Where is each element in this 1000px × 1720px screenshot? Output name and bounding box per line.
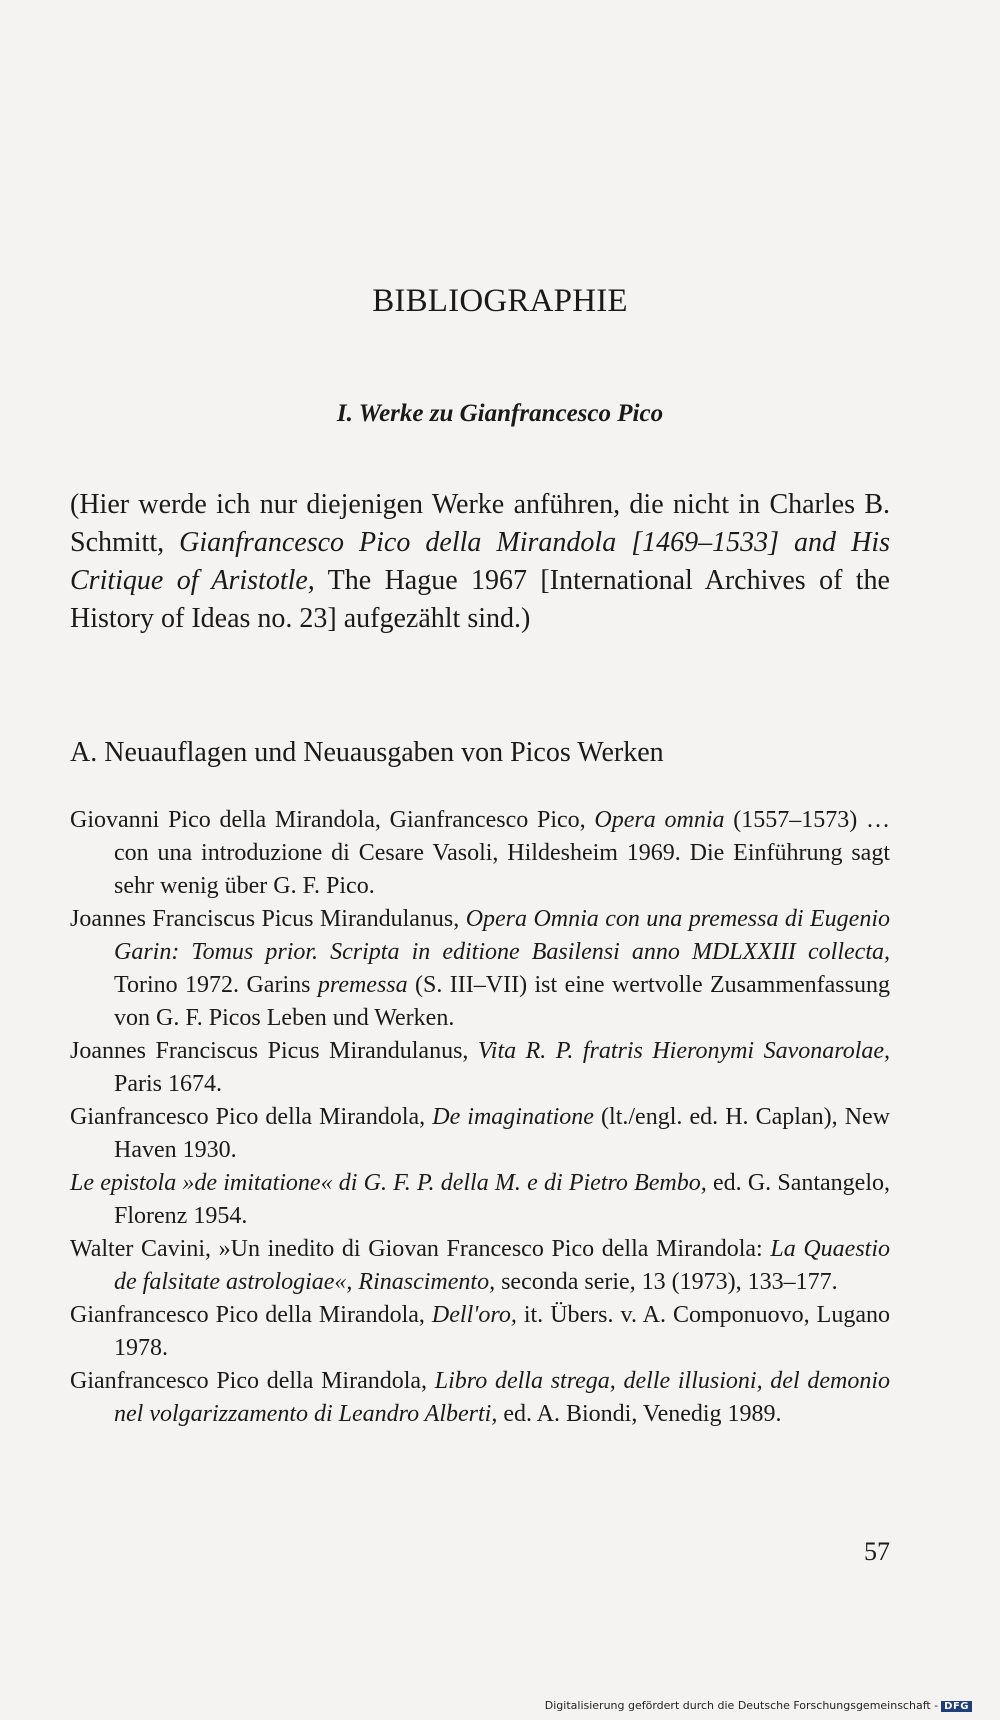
bibliography-entry xyxy=(70,804,890,903)
entry-text: Paris 1674. xyxy=(114,1071,222,1097)
entry-title: Dell'oro, xyxy=(431,1302,517,1328)
bibliography-entry xyxy=(70,1299,890,1365)
entry-text: Joannes Franciscus Picus Mirandulanus, xyxy=(70,1038,478,1064)
bibliography-entry xyxy=(70,1101,890,1167)
entry-text: Gianfrancesco Pico della Mirandola, xyxy=(70,1104,433,1130)
entry-title: La Quaestio de falsitate astrologiae«, Rinascimento, xyxy=(114,1236,890,1295)
entry-title: Opera omnia xyxy=(594,807,725,833)
section-subtitle: I. Werke zu Gianfrancesco Pico xyxy=(336,400,664,427)
bibliography-entry xyxy=(70,1365,890,1431)
entry-text: Joannes Franciscus Picus Mirandulanus, xyxy=(70,906,466,932)
entry-title: Libro della strega, delle illusioni, del demonio nel volgarizzamento di Leandro Alberti, xyxy=(114,1368,890,1427)
entry-text: (S. III–VII) ist eine wertvolle Zusammenfassung von G. F. Picos Leben und Werken. xyxy=(114,972,890,1031)
intro-italic-title: Gianfrancesco Pico della Mirandola [1469–1533] and His Critique of Aristotle, xyxy=(70,527,890,596)
dfg-logo-icon: DFG xyxy=(941,1701,972,1712)
entry-text: (1557–1573) … con una introduzione di Cesare Vasoli, Hildesheim 1969. Die Einführung sagt sehr wenig über G. F. Pico. xyxy=(114,807,891,899)
entry-text: seconda serie, 13 (1973), 133–177. xyxy=(495,1269,838,1295)
bibliography-entry xyxy=(70,903,890,1035)
bibliography-list xyxy=(70,804,890,1431)
entry-text: Gianfrancesco Pico della Mirandola, xyxy=(70,1368,435,1394)
entry-text: it. Übers. v. A. Componuovo, Lugano 1978. xyxy=(114,1302,890,1361)
entry-text: Walter Cavini, »Un inedito di Giovan Francesco Pico della Mirandola: xyxy=(70,1236,771,1262)
entry-title: premessa xyxy=(317,972,408,998)
page-number: 57 xyxy=(864,1537,890,1566)
bibliography-entry xyxy=(70,1167,890,1233)
entry-text: Torino 1972. Garins xyxy=(114,972,318,998)
entry-title: Opera Omnia con una premessa di Eugenio Garin: Tomus prior. Scripta in editione Basilensi anno MDLXXIII collecta, xyxy=(114,906,890,965)
entry-text: ed. G. Santangelo, Florenz 1954. xyxy=(114,1170,890,1229)
entry-text: ed. A. Biondi, Venedig 1989. xyxy=(497,1401,782,1427)
entry-title: Vita R. P. fratris Hieronymi Savonarolae, xyxy=(477,1038,891,1064)
intro-text-1: (Hier werde ich nur diejenigen Werke anführen, die nicht in Charles B. Schmitt, xyxy=(70,489,890,558)
intro-text-2: The Hague 1967 [International Archives of the History of Ideas no. 23] aufgezählt sind.) xyxy=(70,565,890,634)
page-title: BIBLIOGRAPHIE xyxy=(372,283,628,319)
digitization-footer xyxy=(545,1699,972,1712)
bibliography-entry xyxy=(70,1233,890,1299)
intro-paragraph xyxy=(70,486,890,638)
section-heading: A. Neuauflagen und Neuausgaben von Picos Werken xyxy=(70,737,664,768)
footer-text: Digitalisierung gefördert durch die Deutsche Forschungsgemeinschaft - xyxy=(544,1699,939,1712)
entry-text: (lt./engl. ed. H. Caplan), New Haven 1930. xyxy=(114,1104,891,1163)
entry-title: De imaginatione xyxy=(432,1104,594,1130)
bibliography-entry xyxy=(70,1035,890,1101)
entry-text: Gianfrancesco Pico della Mirandola, xyxy=(70,1302,432,1328)
entry-text: Giovanni Pico della Mirandola, Gianfrancesco Pico, xyxy=(70,807,595,833)
entry-title: Le epistola »de imitatione« di G. F. P. della M. e di Pietro Bembo, xyxy=(70,1170,707,1196)
